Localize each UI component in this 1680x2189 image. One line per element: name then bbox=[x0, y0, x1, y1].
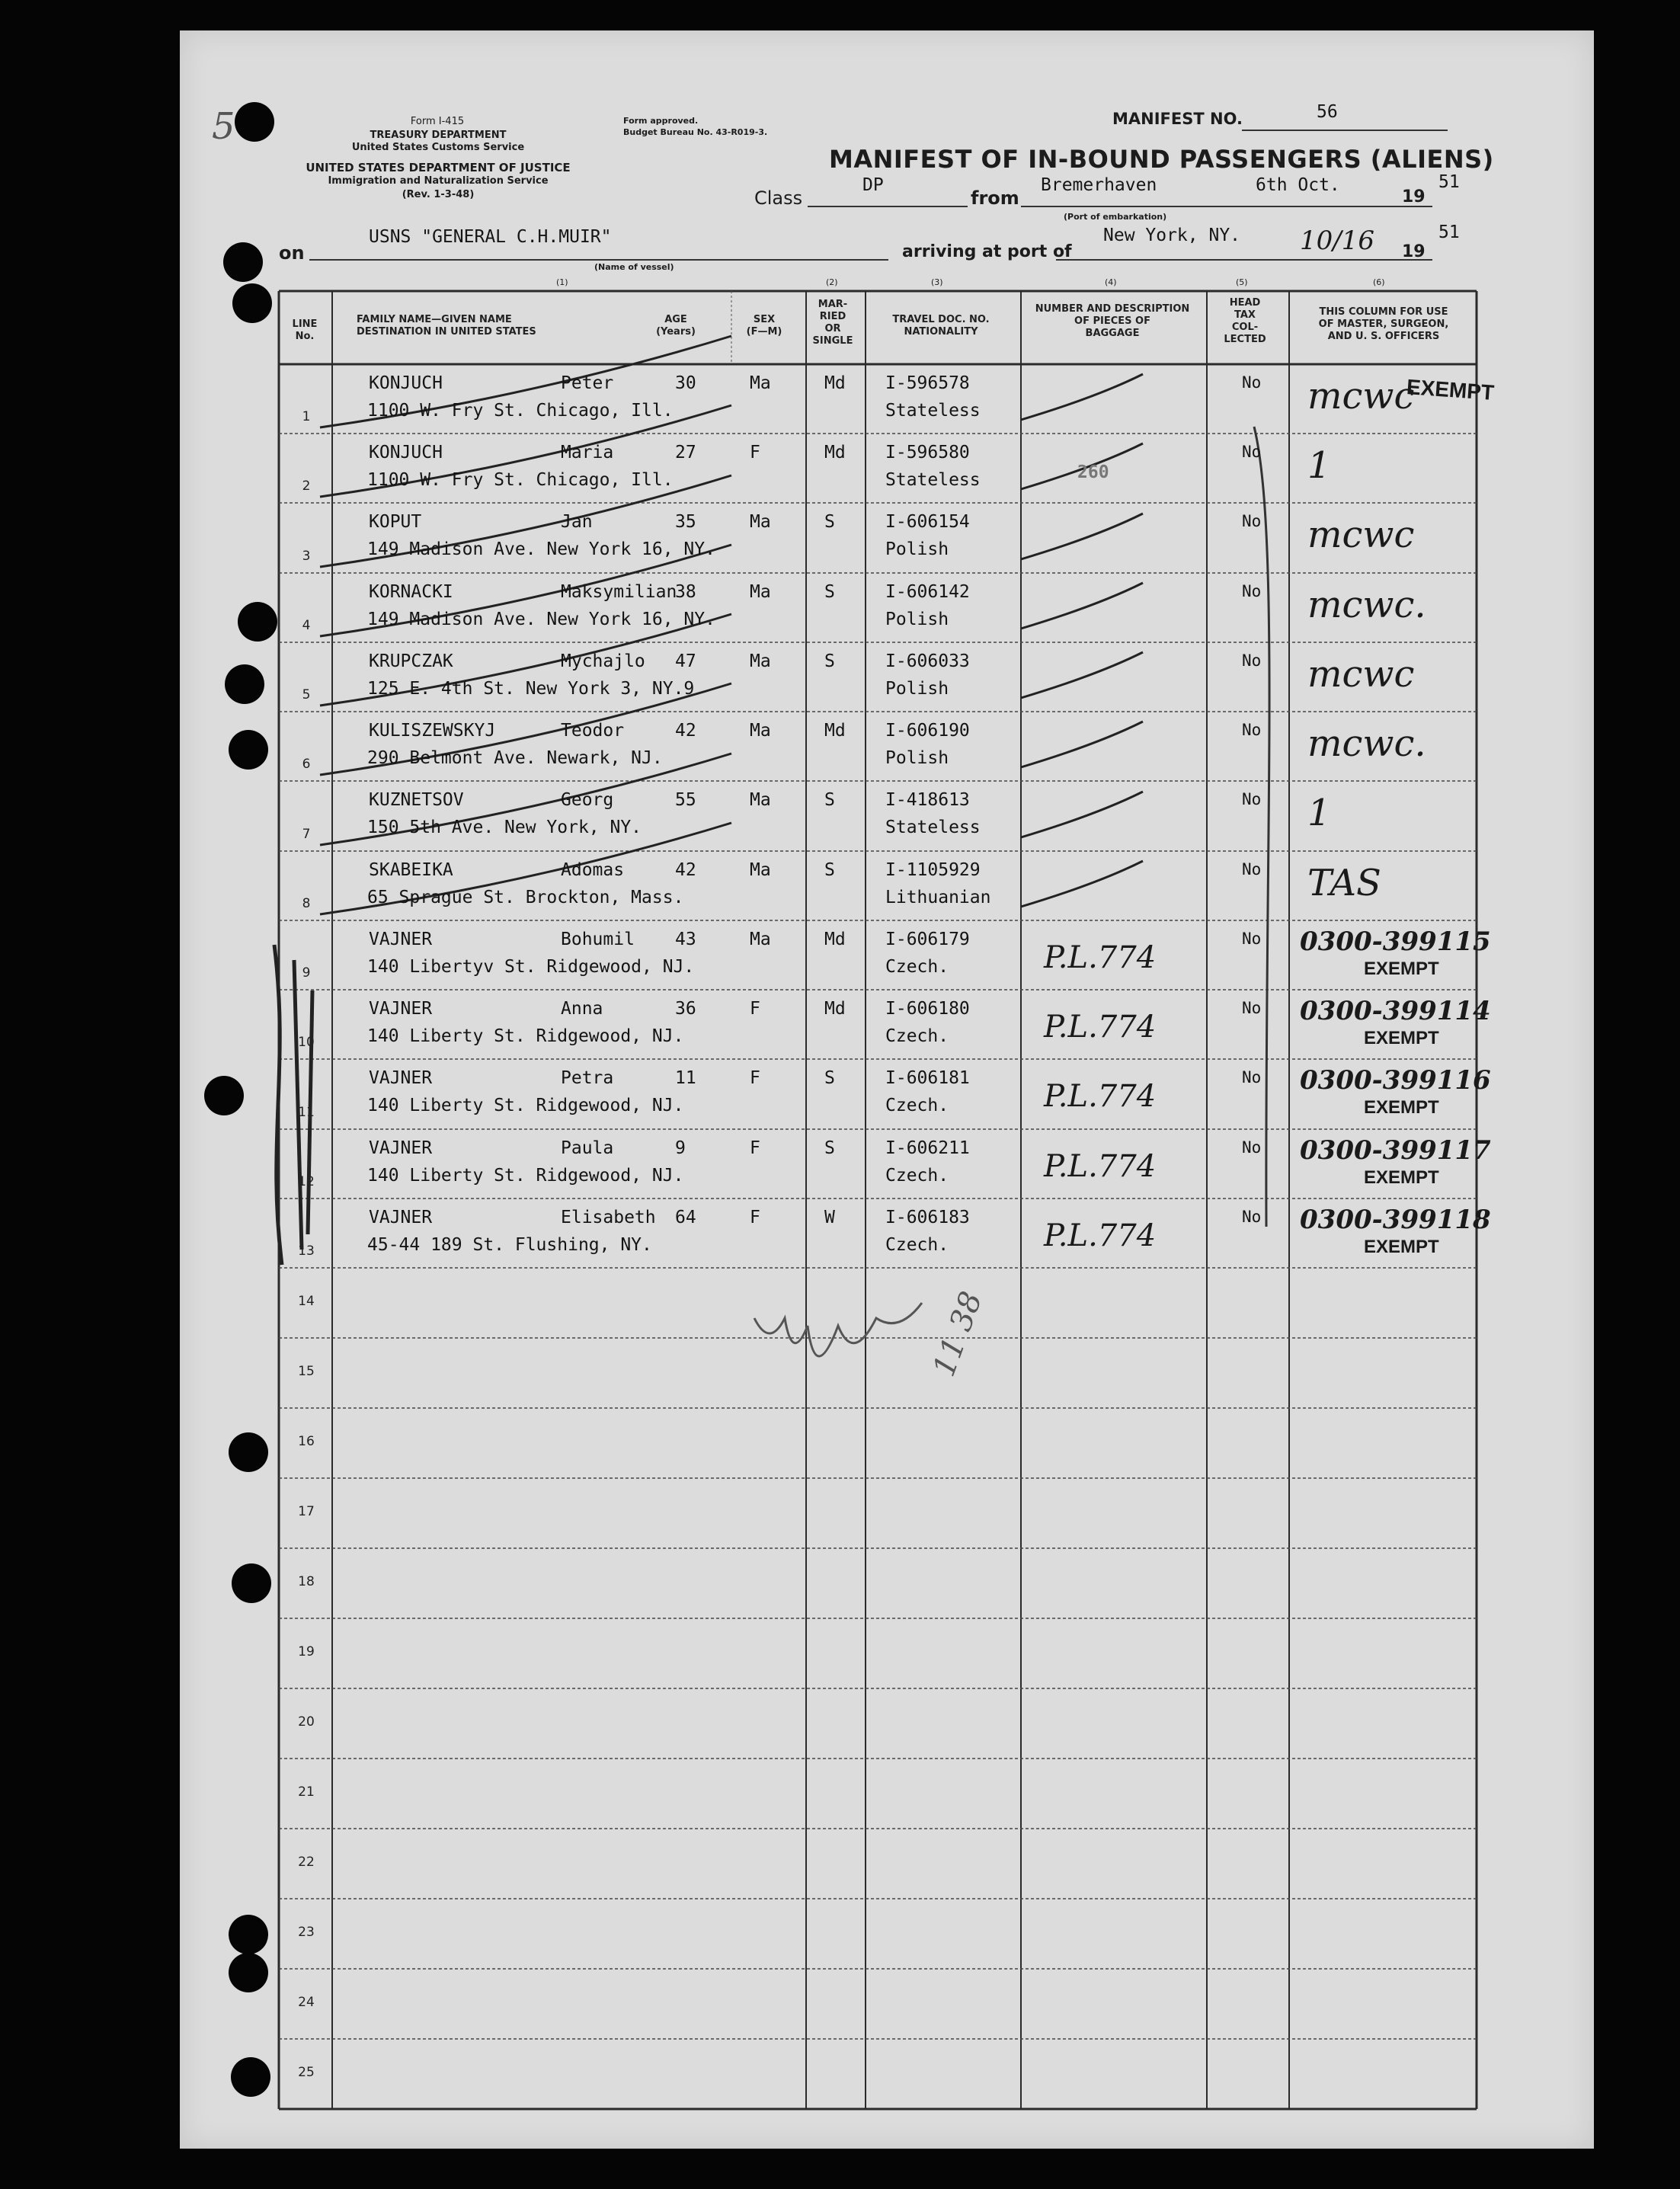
travel-doc-number: I-606179 bbox=[885, 930, 970, 949]
marital-status: Md bbox=[824, 930, 846, 949]
from-label: from bbox=[971, 187, 1019, 209]
baggage-check-stroke bbox=[1021, 514, 1143, 559]
line-number: 18 bbox=[298, 1574, 315, 1589]
passenger-sex: F bbox=[750, 1208, 760, 1227]
vessel-name: USNS "GENERAL C.H.MUIR" bbox=[369, 227, 612, 247]
passenger-given-name: Petra bbox=[561, 1068, 614, 1088]
marital-status: Md bbox=[824, 373, 846, 393]
baggage-note: P.L.774 bbox=[1044, 1149, 1157, 1184]
col-header-head-tax: HEAD TAX COL- LECTED bbox=[1224, 297, 1266, 345]
treasury-label: TREASURY DEPARTMENT bbox=[370, 130, 507, 141]
travel-doc-number: I-606033 bbox=[885, 651, 970, 671]
form-number: Form I-415 bbox=[410, 116, 465, 127]
nationality: Polish bbox=[885, 748, 949, 768]
nationality: Polish bbox=[885, 679, 949, 699]
passenger-age: 47 bbox=[675, 651, 696, 671]
manifest-title: MANIFEST OF IN-BOUND PASSENGERS (ALIENS) bbox=[829, 145, 1494, 174]
marital-status: S bbox=[824, 582, 835, 602]
col-header-sex: SEX (F—M) bbox=[746, 314, 782, 338]
passenger-surname: VAJNER bbox=[369, 1068, 433, 1088]
justice-label: UNITED STATES DEPARTMENT OF JUSTICE bbox=[306, 161, 571, 174]
destination-address: 45-44 189 St. Flushing, NY. bbox=[367, 1235, 652, 1255]
manifest-no-value: 56 bbox=[1317, 102, 1338, 122]
budget-bureau: Budget Bureau No. 43-R019-3. bbox=[623, 127, 768, 137]
col-header-name: FAMILY NAME—GIVEN NAME DESTINATION IN UNITED STATES bbox=[357, 314, 536, 338]
marital-status: Md bbox=[824, 721, 846, 741]
line-number: 25 bbox=[298, 2065, 315, 2080]
line-number: 7 bbox=[302, 827, 311, 842]
passenger-surname: KUZNETSOV bbox=[369, 790, 464, 810]
arriving-label: arriving at port of bbox=[902, 242, 1072, 261]
head-tax: No bbox=[1242, 860, 1262, 878]
passenger-sex: Ma bbox=[750, 651, 771, 671]
passenger-given-name: Peter bbox=[561, 373, 614, 393]
destination-address: 149 Madison Ave. New York 16, NY. bbox=[367, 610, 715, 629]
line-number: 11 bbox=[298, 1105, 315, 1120]
passenger-given-name: Paula bbox=[561, 1138, 614, 1158]
officer-annotation: 0300-399115 bbox=[1300, 926, 1491, 957]
marital-status: S bbox=[824, 651, 835, 671]
destination-address: 140 Liberty St. Ridgewood, NJ. bbox=[367, 1166, 684, 1186]
column-number: (5) bbox=[1236, 277, 1248, 287]
officer-annotation: 0300-399116 bbox=[1300, 1065, 1491, 1096]
passenger-age: 42 bbox=[675, 860, 696, 880]
head-tax-stroke bbox=[1254, 427, 1269, 1227]
col-header-age: AGE (Years) bbox=[656, 314, 696, 338]
exempt-stamp: EXEMPT bbox=[1406, 375, 1496, 405]
line-number: 2 bbox=[302, 478, 311, 494]
passenger-surname: KORNACKI bbox=[369, 582, 453, 602]
on-label: on bbox=[279, 242, 305, 264]
baggage-check-stroke bbox=[1021, 583, 1143, 629]
head-tax: No bbox=[1242, 1208, 1262, 1226]
passenger-surname: KOPUT bbox=[369, 512, 422, 532]
vessel-caption: (Name of vessel) bbox=[594, 262, 674, 272]
passenger-age: 43 bbox=[675, 930, 696, 949]
nationality: Polish bbox=[885, 539, 949, 559]
year-prefix: 19 bbox=[1402, 187, 1426, 206]
line-number: 12 bbox=[298, 1174, 315, 1189]
destination-address: 150 5th Ave. New York, NY. bbox=[367, 818, 642, 837]
arrival-port: New York, NY. bbox=[1103, 226, 1241, 245]
line-number: 24 bbox=[298, 1995, 315, 2010]
officer-annotation: TAS bbox=[1307, 862, 1381, 904]
officer-annotation: 0300-399114 bbox=[1300, 996, 1491, 1026]
destination-address: 140 Liberty St. Ridgewood, NJ. bbox=[367, 1026, 684, 1046]
baggage-note: P.L.774 bbox=[1044, 1218, 1157, 1253]
officer-annotation: mcwc. bbox=[1307, 722, 1426, 765]
passenger-given-name: Adomas bbox=[561, 860, 625, 880]
marital-status: S bbox=[824, 1138, 835, 1158]
marital-status: S bbox=[824, 860, 835, 880]
passenger-sex: Ma bbox=[750, 790, 771, 810]
col-header-line: LINE No. bbox=[292, 318, 318, 342]
passenger-given-name: Georg bbox=[561, 790, 614, 810]
officer-annotation: 1 bbox=[1307, 792, 1331, 834]
line-number: 8 bbox=[302, 896, 311, 911]
year-value: 51 bbox=[1438, 172, 1460, 192]
officer-annotation: mcwc. bbox=[1307, 584, 1426, 626]
travel-doc-number: I-606181 bbox=[885, 1068, 970, 1088]
line-number: 20 bbox=[298, 1714, 315, 1730]
head-tax: No bbox=[1242, 582, 1262, 600]
marital-status: Md bbox=[824, 443, 846, 462]
passenger-surname: VAJNER bbox=[369, 999, 433, 1019]
marital-status: S bbox=[824, 790, 835, 810]
passenger-sex: Ma bbox=[750, 582, 771, 602]
head-tax: No bbox=[1242, 1138, 1262, 1157]
marital-status: S bbox=[824, 512, 835, 532]
line-number: 5 bbox=[302, 687, 311, 702]
passenger-given-name: Mychajlo bbox=[561, 651, 645, 671]
passenger-sex: F bbox=[750, 1068, 760, 1088]
passenger-age: 27 bbox=[675, 443, 696, 462]
class-label: Class bbox=[754, 187, 803, 209]
customs-label: United States Customs Service bbox=[351, 142, 525, 153]
class-value: DP bbox=[862, 175, 884, 195]
destination-address: 140 Liberty St. Ridgewood, NJ. bbox=[367, 1096, 684, 1115]
travel-doc-number: I-606180 bbox=[885, 999, 970, 1019]
line-number: 10 bbox=[298, 1035, 315, 1050]
passenger-surname: VAJNER bbox=[369, 1208, 433, 1227]
exempt-stamp: EXEMPT bbox=[1364, 958, 1439, 979]
passenger-sex: Ma bbox=[750, 860, 771, 880]
nationality: Lithuanian bbox=[885, 888, 991, 907]
head-tax: No bbox=[1242, 930, 1262, 948]
baggage-check-stroke bbox=[1021, 792, 1143, 837]
destination-address: 149 Madison Ave. New York 16, NY. bbox=[367, 539, 715, 559]
officer-annotation: mcwc bbox=[1307, 514, 1415, 556]
line-number: 13 bbox=[298, 1243, 315, 1259]
nationality: Czech. bbox=[885, 1096, 949, 1115]
officer-annotation: 1 bbox=[1307, 444, 1331, 487]
exempt-stamp: EXEMPT bbox=[1364, 1097, 1439, 1118]
nationality: Czech. bbox=[885, 1026, 949, 1046]
signature-scribble bbox=[754, 1303, 922, 1356]
port-embark-caption: (Port of embarkation) bbox=[1064, 212, 1167, 222]
passenger-age: 38 bbox=[675, 582, 696, 602]
line-number: 3 bbox=[302, 549, 311, 564]
line-number: 6 bbox=[302, 757, 311, 772]
travel-doc-number: I-606211 bbox=[885, 1138, 970, 1158]
line-number: 19 bbox=[298, 1644, 315, 1659]
travel-doc-number: I-596578 bbox=[885, 373, 970, 393]
baggage-note: P.L.774 bbox=[1044, 1079, 1157, 1114]
nationality: Czech. bbox=[885, 1235, 949, 1255]
passenger-given-name: Elisabeth bbox=[561, 1208, 656, 1227]
destination-address: 125 E. 4th St. New York 3, NY.9 bbox=[367, 679, 695, 699]
margin-number: 5 bbox=[212, 105, 235, 148]
line-number: 9 bbox=[302, 965, 311, 981]
passenger-age: 30 bbox=[675, 373, 696, 393]
departure-date: 6th Oct. bbox=[1256, 175, 1340, 195]
destination-address: 1100 W. Fry St. Chicago, Ill. bbox=[367, 401, 674, 421]
line-number: 1 bbox=[302, 409, 311, 424]
head-tax: No bbox=[1242, 512, 1262, 530]
nationality: Stateless bbox=[885, 818, 981, 837]
officer-annotation: 0300-399118 bbox=[1300, 1205, 1491, 1235]
passenger-age: 35 bbox=[675, 512, 696, 532]
from-value: Bremerhaven bbox=[1041, 175, 1157, 195]
line-number: 23 bbox=[298, 1925, 315, 1940]
destination-address: 140 Libertyv St. Ridgewood, NJ. bbox=[367, 957, 695, 977]
destination-address: 290 Belmont Ave. Newark, NJ. bbox=[367, 748, 663, 768]
head-tax: No bbox=[1242, 443, 1262, 461]
destination-address: 65 Sprague St. Brockton, Mass. bbox=[367, 888, 684, 907]
head-tax: No bbox=[1242, 721, 1262, 739]
nationality: Czech. bbox=[885, 957, 949, 977]
passenger-given-name: Jan bbox=[561, 512, 593, 532]
line-number: 15 bbox=[298, 1364, 315, 1379]
baggage-note: P.L.774 bbox=[1044, 940, 1157, 975]
passenger-sex: Ma bbox=[750, 930, 771, 949]
passenger-given-name: Anna bbox=[561, 999, 603, 1019]
exempt-stamp: EXEMPT bbox=[1364, 1028, 1439, 1048]
officer-annotation: mcwc bbox=[1307, 375, 1415, 418]
travel-doc-number: I-596580 bbox=[885, 443, 970, 462]
baggage-check-stroke bbox=[1021, 374, 1143, 420]
line-number: 14 bbox=[298, 1294, 315, 1309]
passenger-sex: F bbox=[750, 443, 760, 462]
passenger-given-name: Maksymilian bbox=[561, 582, 677, 602]
destination-address: 1100 W. Fry St. Chicago, Ill. bbox=[367, 470, 674, 490]
passenger-age: 9 bbox=[675, 1138, 686, 1158]
passenger-age: 64 bbox=[675, 1208, 696, 1227]
passenger-surname: KONJUCH bbox=[369, 443, 443, 462]
baggage-note: 260 bbox=[1077, 462, 1109, 482]
col-header-married: MAR- RIED OR SINGLE bbox=[812, 299, 853, 347]
head-tax: No bbox=[1242, 999, 1262, 1017]
nationality: Stateless bbox=[885, 470, 981, 490]
passenger-sex: Ma bbox=[750, 512, 771, 532]
passenger-age: 42 bbox=[675, 721, 696, 741]
travel-doc-number: I-1105929 bbox=[885, 860, 981, 880]
column-number: (4) bbox=[1105, 277, 1117, 287]
passenger-sex: Ma bbox=[750, 721, 771, 741]
travel-doc-number: I-418613 bbox=[885, 790, 970, 810]
arrival-year-value: 51 bbox=[1438, 222, 1460, 242]
baggage-check-stroke bbox=[1021, 861, 1143, 907]
passenger-sex: F bbox=[750, 1138, 760, 1158]
passenger-sex: Ma bbox=[750, 373, 771, 393]
nationality: Stateless bbox=[885, 401, 981, 421]
marital-status: W bbox=[824, 1208, 835, 1227]
column-number: (3) bbox=[931, 277, 943, 287]
travel-doc-number: I-606183 bbox=[885, 1208, 970, 1227]
immigration-label: Immigration and Naturalization Service bbox=[328, 175, 549, 187]
signature-count: 11 38 bbox=[926, 1287, 990, 1381]
column-number: (1) bbox=[556, 277, 568, 287]
officer-annotation: mcwc bbox=[1307, 653, 1415, 696]
column-number: (6) bbox=[1373, 277, 1385, 287]
baggage-check-stroke bbox=[1021, 652, 1143, 698]
col-header-baggage: NUMBER AND DESCRIPTION OF PIECES OF BAGGAGE bbox=[1035, 303, 1190, 339]
travel-doc-number: I-606190 bbox=[885, 721, 970, 741]
form-approved: Form approved. bbox=[623, 116, 699, 126]
marital-status: S bbox=[824, 1068, 835, 1088]
passenger-surname: VAJNER bbox=[369, 930, 433, 949]
passenger-surname: VAJNER bbox=[369, 1138, 433, 1158]
officer-annotation: 0300-399117 bbox=[1300, 1135, 1491, 1166]
passenger-given-name: Bohumil bbox=[561, 930, 635, 949]
passenger-surname: KULISZEWSKYJ bbox=[369, 721, 496, 741]
passenger-sex: F bbox=[750, 999, 760, 1019]
line-number: 16 bbox=[298, 1434, 315, 1449]
passenger-surname: KONJUCH bbox=[369, 373, 443, 393]
arrival-year-prefix: 19 bbox=[1402, 242, 1426, 261]
head-tax: No bbox=[1242, 651, 1262, 670]
passenger-surname: SKABEIKA bbox=[369, 860, 453, 880]
baggage-check-stroke bbox=[1021, 722, 1143, 767]
line-number: 4 bbox=[302, 618, 311, 633]
passenger-age: 11 bbox=[675, 1068, 696, 1088]
passenger-given-name: Teodor bbox=[561, 721, 625, 741]
line-number: 22 bbox=[298, 1855, 315, 1870]
baggage-note: P.L.774 bbox=[1044, 1010, 1157, 1045]
travel-doc-number: I-606154 bbox=[885, 512, 970, 532]
col-header-officers: THIS COLUMN FOR USE OF MASTER, SURGEON, AND U. S. OFFICERS bbox=[1318, 306, 1449, 342]
passenger-age: 36 bbox=[675, 999, 696, 1019]
nationality: Czech. bbox=[885, 1166, 949, 1186]
passenger-surname: KRUPCZAK bbox=[369, 651, 453, 671]
exempt-stamp: EXEMPT bbox=[1364, 1167, 1439, 1188]
col-header-travel-doc: TRAVEL DOC. NO. NATIONALITY bbox=[892, 314, 990, 338]
passenger-age: 55 bbox=[675, 790, 696, 810]
nationality: Polish bbox=[885, 610, 949, 629]
manifest-no-label: MANIFEST NO. bbox=[1112, 110, 1243, 128]
passenger-given-name: Maria bbox=[561, 443, 614, 462]
column-number: (2) bbox=[826, 277, 838, 287]
travel-doc-number: I-606142 bbox=[885, 582, 970, 602]
exempt-stamp: EXEMPT bbox=[1364, 1237, 1439, 1257]
line-number: 17 bbox=[298, 1504, 315, 1519]
arrival-date-handwritten: 10/16 bbox=[1300, 226, 1374, 256]
head-tax: No bbox=[1242, 373, 1262, 392]
marital-status: Md bbox=[824, 999, 846, 1019]
line-number: 21 bbox=[298, 1784, 315, 1800]
rev-label: (Rev. 1-3-48) bbox=[402, 189, 475, 200]
head-tax: No bbox=[1242, 1068, 1262, 1086]
head-tax: No bbox=[1242, 790, 1262, 808]
